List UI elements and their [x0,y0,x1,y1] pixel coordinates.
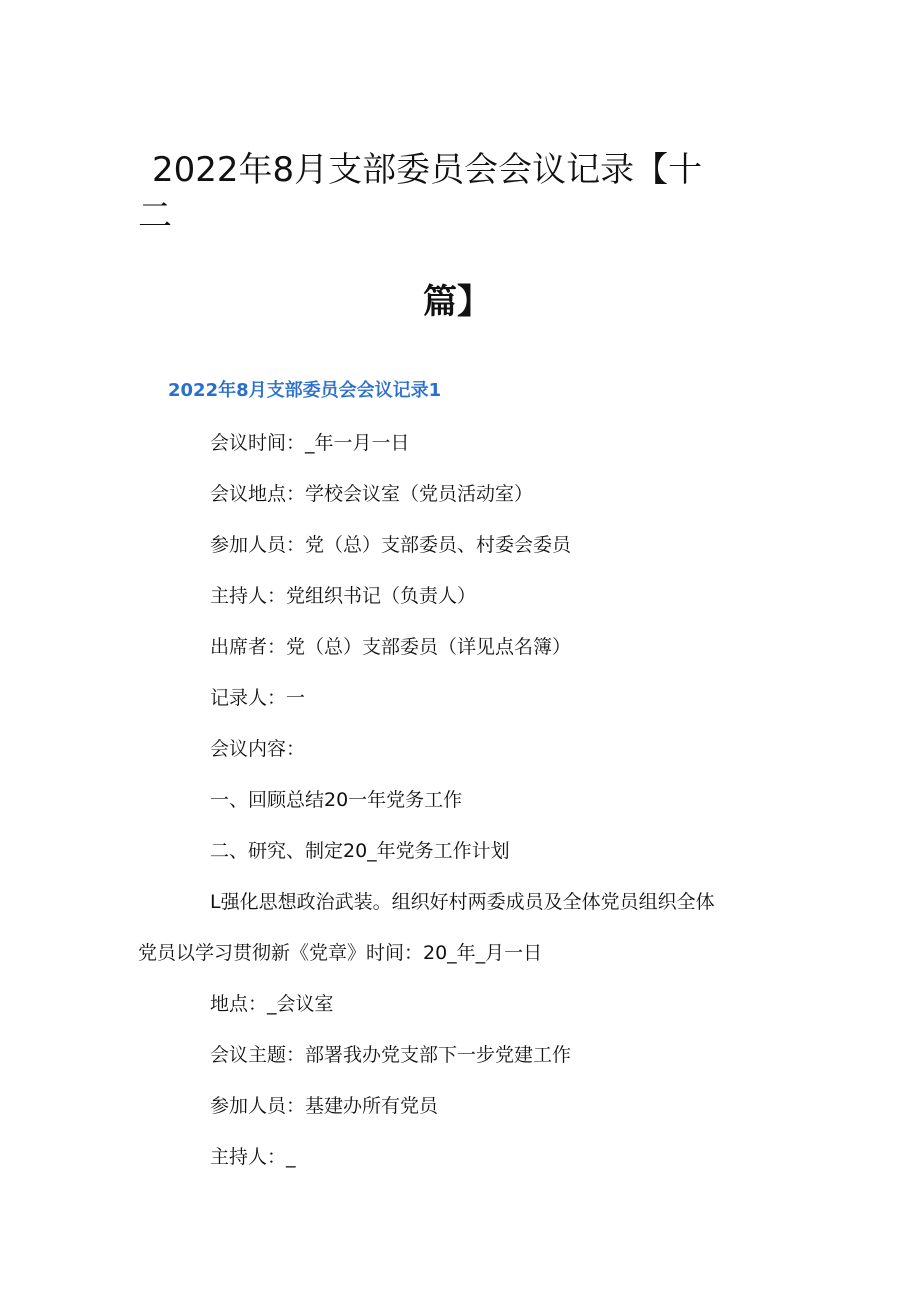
agenda-item-1: 一、回顾总结20一年党务工作 [210,789,463,811]
meeting-attendees: 出席者：党（总）支部委员（详见点名簿） [210,636,572,658]
document-title-line-2: 二 [138,196,172,236]
agenda-item-2: 二、研究、制定20_年党务工作计划 [210,840,510,862]
meeting-host: 主持人：党组织书记（负责人） [210,585,477,607]
meeting-participants: 参加人员：党（总）支部委员、村委会委员 [210,534,572,556]
meeting-location: 会议地点：学校会议室（党员活动室） [210,483,534,505]
meeting-topic: 会议主题：部署我办党支部下一步党建工作 [210,1044,572,1066]
location-line: 地点：_会议室 [210,993,334,1015]
host-line: 主持人：_ [210,1146,296,1168]
document-title-line-1: 2022年8月支部委员会会议记录【十 [152,150,703,190]
section-heading: 2022年8月支部委员会会议记录1 [168,380,442,401]
document-title-line-3: 篇】 [423,282,491,322]
body-paragraph-line-1: L强化思想政治武装。组织好村两委成员及全体党员组织全体 [210,891,715,913]
meeting-content-label: 会议内容： [210,738,306,760]
body-paragraph-line-2: 党员以学习贯彻新《党章》时间：20_年_月一日 [138,942,543,964]
participants-line: 参加人员：基建办所有党员 [210,1095,439,1117]
meeting-time: 会议时间：_年一月一日 [210,432,410,454]
meeting-recorder: 记录人：一 [210,687,306,709]
